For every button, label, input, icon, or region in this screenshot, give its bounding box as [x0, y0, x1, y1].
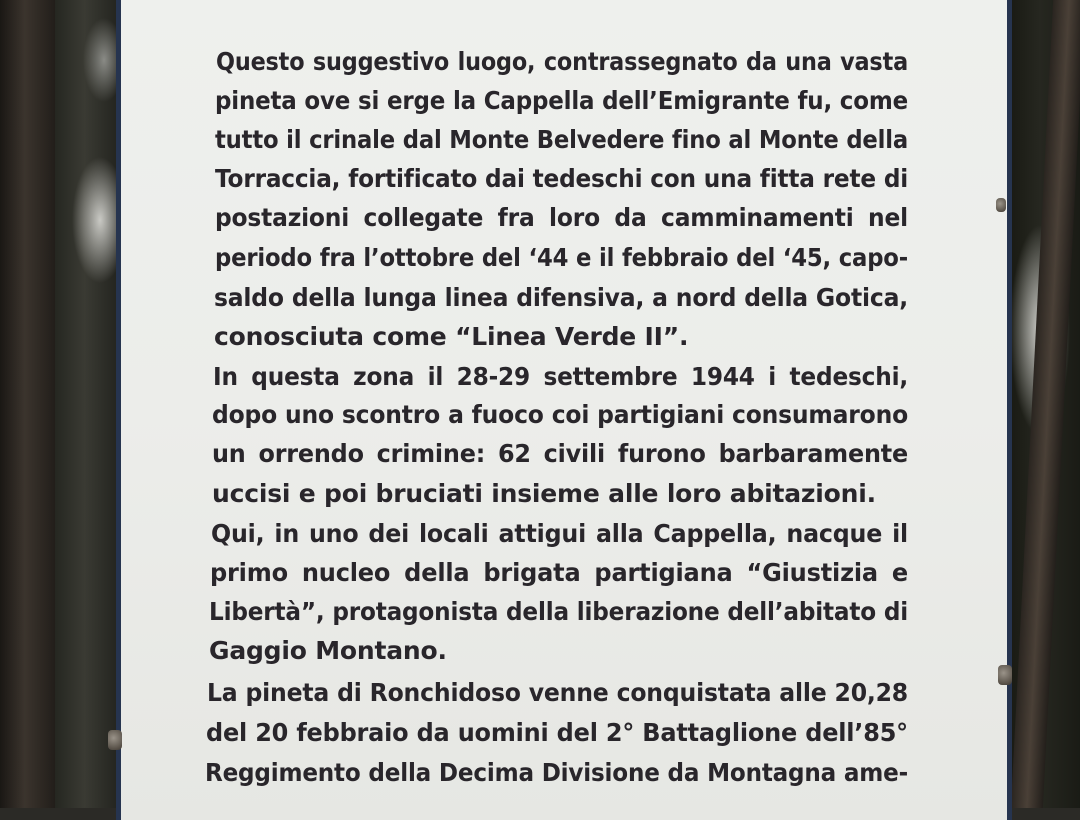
sign-screw-right: [998, 665, 1012, 685]
sign-text-line: primo nucleo della brigata partigiana “Giustizia e: [210, 558, 909, 587]
sign-screw-left: [108, 730, 122, 750]
sign-text-line: La pineta di Ronchidoso venne conquistata alle 20,28: [207, 678, 909, 707]
sign-text-line: Torraccia, fortificato dai tedeschi con una fitta rete di: [215, 164, 909, 193]
sign-text-line: dopo uno scontro a fuoco coi partigiani consumarono: [212, 400, 908, 429]
sign-text-line: Reggimento della Decima Divisione da Montagna ame-: [205, 758, 909, 787]
sign-text-line: del 20 febbraio da uomini del 2° Battaglione dell’85°: [206, 718, 908, 747]
sign-text-line: tutto il crinale dal Monte Belvedere fino al Monte della: [215, 125, 909, 154]
sign-text-line: Libertà”, protagonista della liberazione dell’abitato di: [209, 597, 908, 626]
sign-text-line: saldo della lunga linea difensiva, a nord della Gotica,: [214, 283, 908, 312]
sign-screw-right-top: [996, 198, 1006, 212]
sign-text-line: Gaggio Montano.: [209, 636, 447, 665]
tree-trunk-left: [0, 0, 55, 808]
sign-text-line: conosciuta come “Linea Verde II”.: [214, 322, 689, 351]
sign-text-line: periodo fra l’ottobre del ‘44 e il febbraio del ‘45, capo-: [215, 243, 909, 272]
sign-text-line: un orrendo crimine: 62 civili furono barbaramente: [212, 439, 909, 468]
sign-text-line: uccisi e poi bruciati insieme alle loro abitazioni.: [212, 479, 876, 508]
sign-text-line: pineta ove si erge la Cappella dell’Emigrante fu, come: [215, 86, 908, 115]
sign-text-line: Questo suggestivo luogo, contrassegnato da una vasta: [216, 47, 909, 76]
sign-text-line: In questa zona il 28-29 settembre 1944 i tedeschi,: [213, 362, 909, 391]
sign-text-line: Qui, in uno dei locali attigui alla Cappella, nacque il: [211, 519, 908, 548]
sign-text-line: postazioni collegate fra loro da camminamenti nel: [215, 203, 908, 232]
